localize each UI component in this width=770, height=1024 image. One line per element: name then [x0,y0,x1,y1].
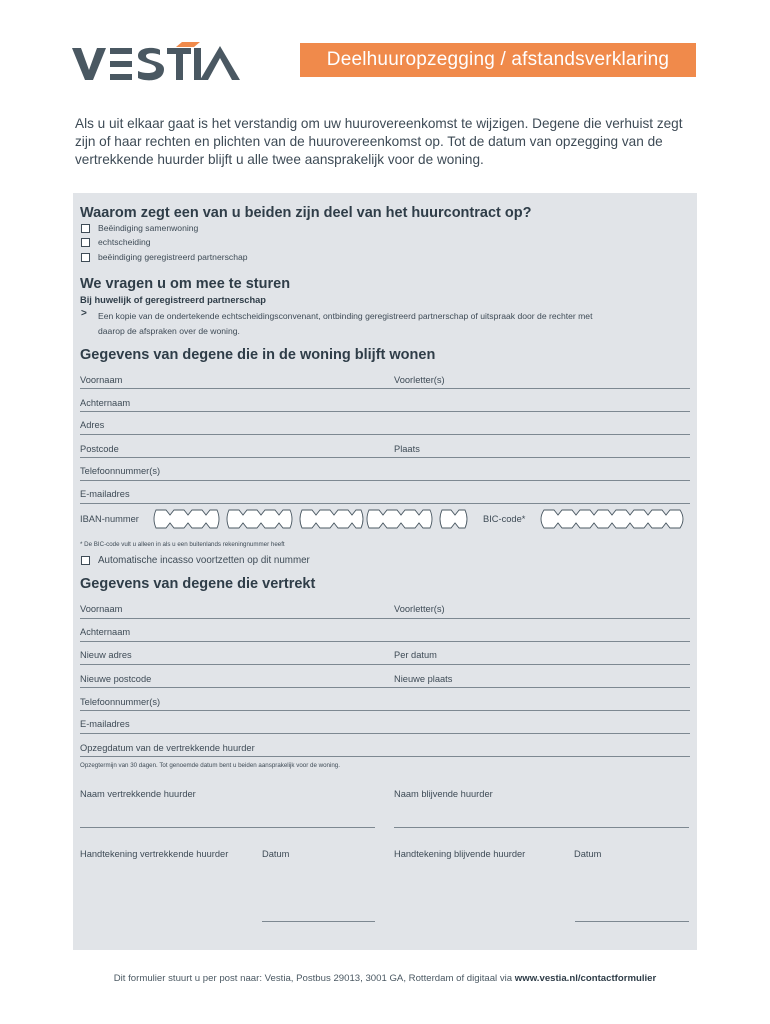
send-heading: We vragen u om mee te sturen [80,276,291,292]
field-label: Voornaam [80,604,123,614]
option-label: echtscheiding [98,237,151,247]
field-label: Datum [262,849,290,859]
nieuw-adres-field[interactable] [80,664,690,665]
field-label: Naam blijvende huurder [394,789,493,799]
field-label: Postcode [80,444,119,454]
field-label: Telefoonnummer(s) [80,466,161,476]
adres-field[interactable] [80,434,690,435]
field-label: Achternaam [80,398,131,408]
telefoon-field[interactable] [80,480,690,481]
checkbox-incasso[interactable] [81,556,90,565]
field-label: Telefoonnummer(s) [80,697,161,707]
opzeg-note: Opzegtermijn van 30 dagen. Tot genoemde datum bent u beiden aansprakelijk voor de woning. [80,762,340,769]
checkbox-geregistreerd-partnerschap[interactable] [81,253,90,262]
footer-link[interactable]: www.vestia.nl/contactformulier [514,973,657,984]
field-label: Opzegdatum van de vertrekkende huurder [80,743,255,753]
telefoon-field[interactable] [80,710,690,711]
field-label: Per datum [394,650,437,660]
nieuwe-postcode-field[interactable] [80,687,690,688]
email-field[interactable] [80,733,690,734]
email-field[interactable] [80,503,690,504]
naam-blijvend-field[interactable] [394,827,689,828]
achternaam-field[interactable] [80,411,690,412]
stays-heading: Gegevens van degene die in de woning blijft wonen [80,347,436,363]
datum-blijvend-field[interactable] [575,921,689,922]
intro-text: Als u uit elkaar gaat is het verstandig om uw huurovereenkomst te wijzigen. Degene die verhuist zegt zijn of haar rechten en plichten van de huurovereenkomst op. Tot de datum van opzegging van de vertrekkende huurder blijft u alle twee aansprakelijk voor de woning. [75,116,683,167]
field-label: Handtekening blijvende huurder [394,849,526,859]
field-label: Nieuwe plaats [394,674,453,684]
field-label: Plaats [394,444,420,454]
checkbox-beeindiging-samenwoning[interactable] [81,224,90,233]
field-label: E-mailadres [80,489,130,499]
chevron-right-icon: > [81,308,87,319]
voornaam-field[interactable] [80,388,690,389]
datum-vertrekkend-field[interactable] [262,921,375,922]
leaves-heading: Gegevens van degene die vertrekt [80,576,316,592]
footer-text: Dit formulier stuurt u per post naar: Vestia, Postbus 29013, 3001 GA, Rotterdam of digitaal via [113,973,513,984]
field-label: Voornaam [80,375,123,385]
option-label: Beëindiging samenwoning [98,223,199,233]
field-label: Nieuwe postcode [80,674,152,684]
form-panel [73,193,697,950]
field-label: Adres [80,420,105,430]
postcode-plaats-field[interactable] [80,457,690,458]
send-subheading: Bij huwelijk of geregistreerd partnerschap [80,295,266,305]
field-label: Naam vertrekkende huurder [80,789,196,799]
opzegdatum-field[interactable] [80,756,690,757]
voornaam-field[interactable] [80,618,690,619]
field-label: Datum [574,849,602,859]
checkbox-echtscheiding[interactable] [81,238,90,247]
option-label: beëindiging geregistreerd partnerschap [98,252,248,262]
iban-input[interactable] [153,509,471,529]
bic-input[interactable] [540,509,688,529]
field-label: Nieuw adres [80,650,132,660]
incasso-label: Automatische incasso voortzetten op dit nummer [98,555,310,566]
achternaam-field[interactable] [80,641,690,642]
field-label: E-mailadres [80,719,130,729]
vestia-logo [72,42,240,82]
field-label: BIC-code* [483,514,526,524]
footer [0,973,770,984]
form-title: Deelhuuropzegging / afstandsverklaring [300,43,696,77]
field-label: Achternaam [80,627,131,637]
reason-heading: Waarom zegt een van u beiden zijn deel van het huurcontract op? [80,205,532,221]
field-label: Voorletter(s) [394,604,445,614]
send-item: Een kopie van de ondertekende echtscheidingsconvenant, ontbinding geregistreerd partnerschap of uitspraak door de rechter met daarop de afspraken over de woning. [98,311,593,336]
naam-vertrekkend-field[interactable] [80,827,375,828]
field-label: Handtekening vertrekkende huurder [80,849,229,859]
bic-note: * De BIC-code vult u alleen in als u een buitenlands rekeningnummer heeft [80,541,285,548]
field-label: IBAN-nummer [80,514,139,524]
field-label: Voorletter(s) [394,375,445,385]
